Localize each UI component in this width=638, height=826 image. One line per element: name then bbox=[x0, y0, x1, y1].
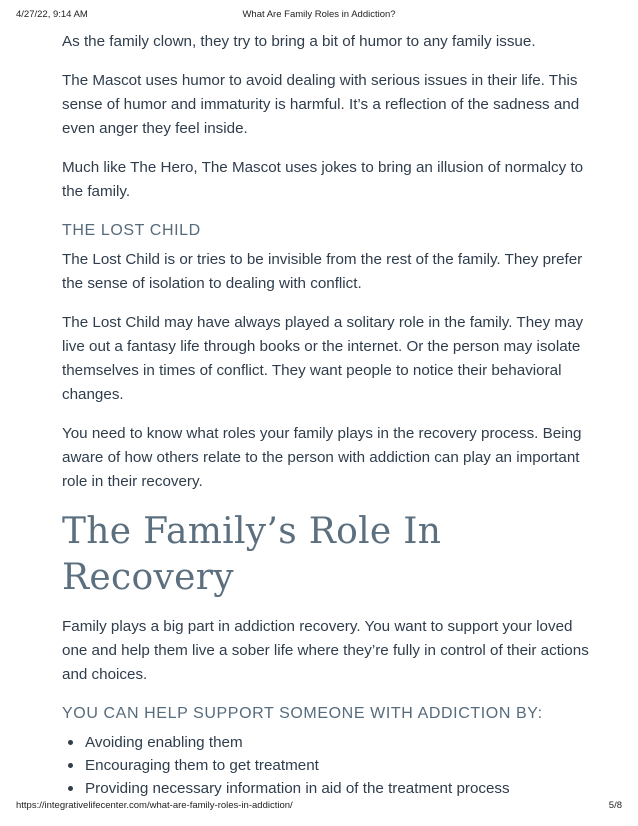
paragraph-recovery-roles: You need to know what roles your family plays in the recovery process. Being aware of how others relate to the person with addiction can play an important role in their recovery. bbox=[62, 425, 582, 490]
page-number: 5/8 bbox=[608, 800, 622, 811]
paragraph-family-recovery: Family plays a big part in addiction recovery. You want to support your loved one and help them live a sober life where they’re fully in control of their actions and choices. bbox=[62, 618, 589, 683]
print-header bbox=[16, 9, 622, 23]
bullet-icon bbox=[68, 763, 73, 768]
list-item bbox=[85, 777, 592, 800]
list-item bbox=[85, 754, 592, 777]
lost-child-heading: THE LOST CHILD bbox=[62, 222, 201, 239]
paragraph-family-clown: As the family clown, they try to bring a bit of humor to any family issue. bbox=[62, 33, 536, 50]
bullet-icon bbox=[68, 786, 73, 791]
list-item-text: Encouraging them to get treatment bbox=[85, 757, 319, 774]
paragraph-mascot-humor: The Mascot uses humor to avoid dealing with serious issues in their life. This sense of humor and immaturity is harmful. It’s a reflection of the sadness and even anger they feel inside. bbox=[62, 72, 580, 137]
list-item bbox=[85, 731, 592, 754]
bullet-icon bbox=[68, 740, 73, 745]
article-content bbox=[62, 30, 592, 800]
support-heading: YOU CAN HELP SUPPORT SOMEONE WITH ADDICTION BY: bbox=[62, 705, 543, 722]
print-datetime: 4/27/22, 9:14 AM bbox=[16, 9, 88, 20]
print-url: https://integrativelifecenter.com/what-are-family-roles-in-addiction/ bbox=[16, 800, 293, 811]
recovery-section-heading: The Family’s Role In Recovery bbox=[62, 511, 442, 598]
paragraph-lost-child-invisible: The Lost Child is or tries to be invisible from the rest of the family. They prefer the sense of isolation to dealing with conflict. bbox=[62, 251, 583, 292]
print-footer bbox=[16, 800, 622, 814]
list-item-text: Providing necessary information in aid of the treatment process bbox=[85, 780, 510, 797]
print-page-title: What Are Family Roles in Addiction? bbox=[242, 9, 396, 20]
paragraph-mascot-normalcy: Much like The Hero, The Mascot uses jokes to bring an illusion of normalcy to the family. bbox=[62, 159, 584, 200]
support-list bbox=[62, 731, 592, 800]
list-item-text: Avoiding enabling them bbox=[85, 734, 243, 751]
paragraph-lost-child-solitary: The Lost Child may have always played a solitary role in the family. They may live out a fantasy life through books or the internet. Or the person may isolate themselves in times of conflict. They want people to notice their behavioral changes. bbox=[62, 314, 584, 403]
